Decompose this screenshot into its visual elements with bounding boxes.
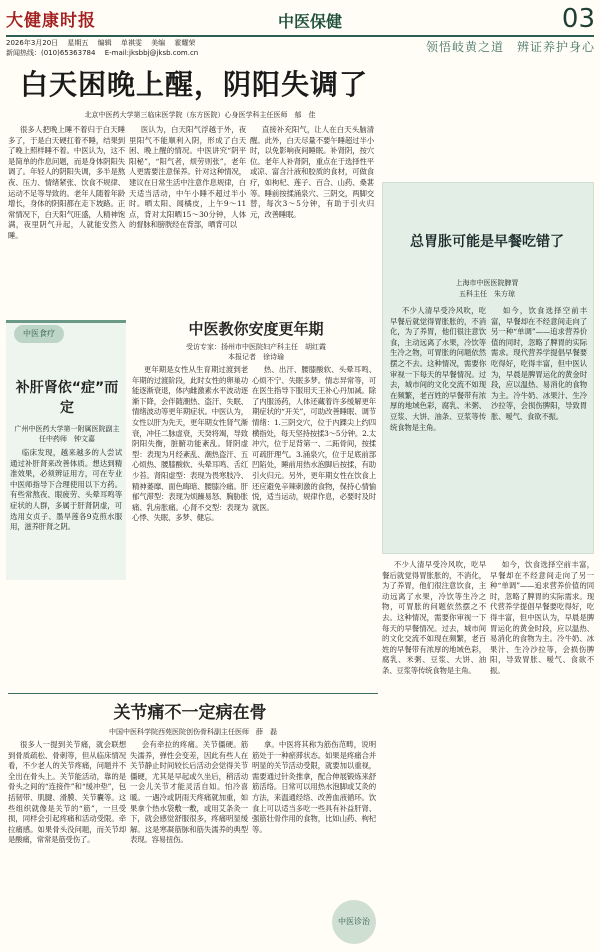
mid-article-reporter: 本报记者 徐诗瑜: [228, 353, 284, 361]
paragraph: 热、出汗、腰膝酸软、头晕耳鸣、心烦不宁、失眠多梦。情志异常等，可在医生指导下服用天王补心丹加减。除了内服汤药，人体还藏着许多缓解更年期症状的“开关”，可助改善睡眠、调节情绪：1.三阴交穴，位于内踝尖上约四横指处，每天坚持按揉3～5分钟。2.太冲穴，位于足背第一、二跖骨间，按揉可疏肝理气。3.涌泉穴，位于足底前部凹陷处，睡前用热水泡脚后按揉，有助引火归元。另外，更年期女性在饮食上还应避免辛辣刺激的食物，保持心情愉悦，适当运动，规律作息，必要时及时就医。: [252, 365, 376, 512]
side-article-col4: [490, 560, 594, 930]
bottom-article-title: 关节痛不一定病在骨: [113, 703, 267, 723]
column-stamp: 中医诊治: [332, 900, 376, 944]
paragraph: 医认为，白天阳气浮越于外，夜里阳气不能顺利入阴，形成了白天困、晚上醒的情况。中医讲究“阴平阳秘”，“阳气者，烦劳则张”，老年人更需要注意保养。针对这种情况，建议在日常生活中注意作息规律，白天适当活动，中午小睡不超过半小时。晒太阳、闻橘皮，上午9～11点，背对太阳晒15～30分钟，人体的督脉和膀胱经在背部，晒背可以: [129, 125, 246, 230]
paragraph: 如今，饮食选择空前丰富，早餐却在不经意间走向了另一种“单调”——追求营养价值的同时，忽略了脾胃的实际需求。现代营养学提倡早餐要吃得好，吃得丰富，但中医认为，早晨是脾胃运化的黄金时段，应以温热、易消化的食物为主。冷牛奶、冰果汁、生冷沙拉等，会损伤脾阳，导致胃胀、嗳气、食欲不振。: [491, 306, 587, 421]
column-stamp: 中医食疗: [14, 325, 64, 343]
issue-weekday: 星期五: [67, 39, 89, 47]
byline-line: 五科主任 朱方琼: [459, 290, 515, 298]
left-article-byline: 广州中医药大学第一附属医院副主任中药师 钟文嘉: [14, 425, 120, 443]
paragraph: 直接补充阳气，让人在白天头脑清醒。此外，白天尽量不要午睡超过半小时，以免影响夜间睡眠。补肾阴，按穴位。老年人补肾阴，重点在于选择性平或凉、富含汁液和胶质的食材，可做食疗，如枸杞、莲子、百合、山药、桑葚等。睡前按揉涌泉穴、三阴交，两脚交替，每次3～5分钟，有助于引火归元，改善睡眠。: [250, 125, 374, 219]
header-divider: [6, 35, 594, 37]
bottom-article-byline: 中国中医科学院西苑医院创伤骨科副主任医师 薛 磊: [109, 728, 277, 736]
editor-name: 单祺雯: [120, 39, 142, 47]
designer-label: 美编: [151, 39, 166, 47]
mid-article-byline: 受访专家：扬州市中医院妇产科主任 胡红霞: [186, 343, 326, 351]
side-article-col2: [491, 306, 587, 550]
mid-article-col2: [252, 365, 376, 677]
issue-meta-row: [6, 38, 256, 48]
paragraph: 很多人把晚上睡不着归于白天睡多了，于是白天硬扛着不睡，结果到了晚上照样睡不着。中医认为，这不是简单的作息问题，而是身体阴阳失调了。年轻人的阴阳失调，多半是熬夜、压力、情绪紧张、饮食不规律、运动不足等导致的。老年人随着年龄增长，身体的阴阳都在走下坡路。正常情况下，白天阳气旺盛，人精神饱满，夜里阴气升起，人就能安然入睡。: [8, 125, 125, 240]
main-article-col1: [8, 125, 125, 313]
issue-date: 2026年3月20日: [6, 39, 59, 47]
section-title: 中医保健: [277, 12, 342, 31]
section-slogan: 领悟岐黄之道 辨证养护身心: [425, 40, 595, 54]
paragraph: 如今，饮食选择空前丰富，早餐却在不经意间走向了另一种“单调”——追求营养价值的同时，忽略了脾胃的实际需求。现代营养学提倡早餐要吃得好，吃得丰富，但中医认为，早晨是脾胃运化的黄金时段，应以温热、易消化的食物为主。冷牛奶、冰果汁、生冷沙拉等，会损伤脾阳，导致胃胀、嗳气、食欲不振。: [490, 560, 594, 675]
designer-name: 霍耀荣: [174, 39, 196, 47]
left-article-body: [10, 448, 122, 578]
contact-email: E-mail:jksbbj@jksb.com.cn: [104, 49, 199, 57]
byline-line: 上海市中医医院脾胃: [455, 279, 519, 287]
paragraph: 不少人清早受冷风吹，吃早餐后就觉得胃胀胀的，不消化，为了养胃，他们很注意饮食，主动远离了水果，冷饮等生冷之物，可胃胀的问题依然摆之不去。这种情况，需要你审视一下每天的早餐情况。过去，城市间的文化交流不如现在频繁，老百姓的早餐带有浓厚的地域色彩，腐乳、米粥、豆浆、大饼、油条、豆浆等传统食物是主角。: [390, 306, 486, 432]
side-article-col1: [390, 306, 486, 550]
main-headline: 白天困晚上醒，阴阳失调了: [19, 68, 368, 101]
paragraph: 拿。中医将其称为筋伤范畴，说明筋处于一种瘀滞状态。如果是疼痛合并明显的关节活动受限，就要加以重视，需要通过针灸推拿，配合伸展锻炼来舒筋活络。日常可以用热水泡脚或艾灸的方法，来温通经络、改善血液循环。饮食上可以适当多吃一些具有补益肝肾、强筋壮骨作用的食物，比如山药、枸杞等。: [252, 740, 376, 834]
bottom-article-divider: [8, 693, 378, 694]
side-article-byline: [392, 278, 582, 302]
main-article-col2: [129, 125, 246, 313]
editor-label: 编辑: [97, 39, 112, 47]
side-article-body: [390, 306, 588, 550]
paragraph: 会有牵拉的疼痛。关节僵硬。筋失濡养，弹性会变差，因此有些人在关节静止时间较长后活动会觉得关节僵硬，尤其是早起或久坐后，稍活动一会儿关节才能灵活自如。怕冷喜暖。一遇冷或阴雨天疼痛就加重，如果拿个热水袋敷一敷，或用艾条灸一下，就会感觉舒服很多，疼痛明显缓解。这是寒凝筋脉和筋失濡养的典型表现。容易扭伤。: [130, 740, 248, 845]
mid-article-col1: [132, 365, 248, 677]
main-byline: 北京中医药大学第三临床医学院（东方医院）心身医学科主任医师 郁 佳: [84, 111, 316, 119]
main-article-col3: [250, 125, 374, 313]
newspaper-logo: 大健康时报: [6, 11, 96, 31]
bottom-article-col1: [8, 740, 126, 946]
news-hotline: 新闻热线：(010)65363784: [6, 49, 96, 57]
mid-article-title: 中医教你安度更年期: [188, 320, 324, 338]
paragraph: 临床发现，越来越多的人尝试通过补肝肾来改善体质。想达到精准效果，必须辨证用方，可在专业中医师指导下合理使用以下方药。有些常熬夜、眼疲劳、头晕耳鸣等症状的人群，多属于肝肾阴虚，可选用女贞子、墨旱莲各9克煎水服用，滋养肝肾之阴。: [10, 448, 122, 532]
paragraph: 不少人清早受冷风吹，吃早餐后就觉得胃胀胀的，不消化，为了养胃，他们很注意饮食，主动远离了水果，冷饮等生冷之物，可胃胀的问题依然摆之不去。这种情况，需要你审视一下每天的早餐情况。过去，城市间的文化交流不如现在频繁，老百姓的早餐带有浓厚的地域色彩，腐乳、米粥、豆浆、大饼、油条、豆浆等传统食物是主角。: [382, 560, 486, 675]
contact-row: [6, 48, 256, 58]
side-article-title: 总胃胀可能是早餐吃错了: [410, 234, 564, 250]
paragraph: 很多人一提到关节痛，就会联想到骨质疏松、骨刺等，但从临床情况看，不少老人的关节疼痛，问题并不全出在骨头上。关节能活动，靠的是骨头之间的“连接件”和“缓冲垫”，包括韧带、肌腱、滑膜、关节囊等。这些组织就像是关节的“筋”，一旦受损，同样会引起疼痛和活动受限。牵拉痛感。如果骨头没问题，而关节却是酸痛，常常是筋受伤了。: [8, 740, 126, 845]
side-article-col3: [382, 560, 486, 930]
page-number: 03: [561, 4, 595, 34]
paragraph: 更年期是女性从生育期过渡到老年期的过渡阶段，此时女性的卵巢功能逐渐衰退，体内雌激素水平波动逐渐下降，会伴随潮热、盗汗、失眠、情绪波动等更年期症状。中医认为，女性以肝为先天，更年期女性肾气渐衰，冲任二脉虚衰，天癸将竭，导致阴阳失衡，脏腑功能紊乱。肾阴虚型：表现为月经紊乱、潮热盗汗、五心烦热、腰膝酸软、头晕耳鸣、舌红少苔。肾阳虚型：表现为畏寒肢冷、精神萎靡、面色晦暗、腰膝冷痛。肝郁气滞型：表现为烦躁易怒、胸胁胀痛、乳房胀痛。心肾不交型：表现为心悸、失眠、多梦、健忘。: [132, 365, 248, 523]
bottom-article-col2: [130, 740, 248, 946]
left-article-title: 补肝肾依“症”而定: [15, 380, 119, 416]
